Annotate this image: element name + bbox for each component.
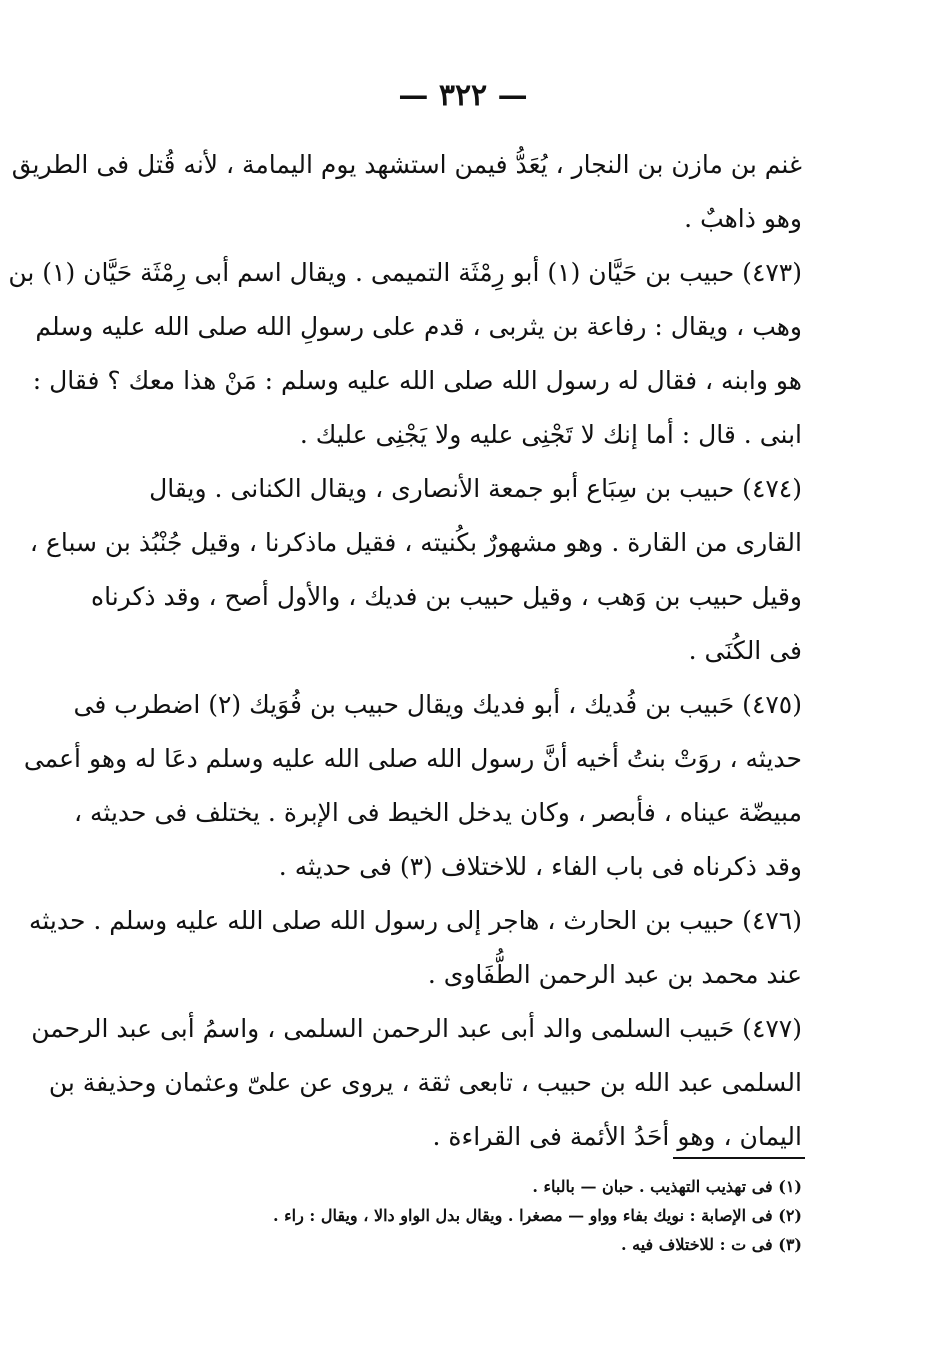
text-line: ابنى . قال : أما إنك لا تَجْنِى عليه ولا يَجْنِى عليك . xyxy=(299,420,802,449)
text-line: غنم بن مازن بن النجار ، يُعَدُّ فيمن استشهد يوم اليمامة ، لأنه قُتل فى الطريق xyxy=(11,150,802,179)
footnote-1: (١) فى تهذيب التهذيب . حبان — بالباء . xyxy=(532,1177,802,1196)
entry-477-line: (٤٧٧) حَبيب السلمى والد أبى عبد الرحمن السلمى ، واسمُ أبى عبد الرحمن xyxy=(31,1014,802,1043)
text-line: اليمان ، وهو أحَدُ الأئمة فى القراءة . xyxy=(432,1122,802,1151)
text-line: السلمى عبد الله بن حبيب ، تابعى ثقة ، يروى عن علىّ وعثمان وحذيفة بن xyxy=(48,1068,802,1097)
entry-476-line: (٤٧٦) حبيب بن الحارث ، هاجر إلى رسول الله صلى الله عليه وسلم . حديثه xyxy=(28,906,802,935)
text-line: وهو ذاهبٌ . xyxy=(684,204,802,233)
page-number: — ٣٢٢ — xyxy=(398,78,528,113)
text-line: مبيضّة عيناه ، فأبصر ، وكان يدخل الخيط فى الإبرة . يختلف فى حديثه ، xyxy=(74,798,802,827)
footnote-2: (٢) فى الإصابة : نويك بفاء وواو — مصغرا . ويقال بدل الواو دالا ، ويقال : راء . xyxy=(272,1206,802,1225)
footnotes xyxy=(150,1172,802,1259)
text-line: القارى من القارة . وهو مشهورٌ بكُنيته ، فقيل ماذكرنا ، وقيل جُنْبُذ بن سباع ، xyxy=(29,528,802,557)
text-line: حديثه ، روَتْ بنتُ أخيه أنَّ رسول الله صلى الله عليه وسلم دعَا له وهو أعمى xyxy=(23,744,802,773)
text-line: هو وابنه ، فقال له رسول الله صلى الله عليه وسلم : مَنْ هذا معك ؟ فقال : xyxy=(32,366,802,395)
text-line: عند محمد بن عبد الرحمن الطُّفَاوى . xyxy=(427,960,802,989)
entry-474-line: (٤٧٤) حبيب بن سِبَاع أبو جمعة الأنصارى ، ويقال الكنانى . ويقال xyxy=(149,474,802,503)
entry-475-line: (٤٧٥) حَبيب بن فُديك ، أبو فديك ويقال حبيب بن فُوَيك (٢) اضطرب فى xyxy=(73,690,802,719)
entry-473-line: (٤٧٣) حبيب بن حَيَّان (١) أبو رِمْثَة التميمى . ويقال اسم أبى رِمْثَة حَيَّان (١) بن xyxy=(8,258,802,287)
footnote-divider xyxy=(673,1157,805,1159)
footnote-3: (٣) فى ت : للاختلاف فيه . xyxy=(620,1235,802,1254)
text-line: فى الكُنَى . xyxy=(688,636,802,665)
page-body xyxy=(8,138,802,1164)
text-line: وقيل حبيب بن وَهب ، وقيل حبيب بن فديك ، والأول أصح ، وقد ذكرناه xyxy=(91,582,802,611)
text-line: وقد ذكرناه فى باب الفاء ، للاختلاف (٣) فى حديثه . xyxy=(278,852,802,881)
text-line: وهب ، ويقال : رفاعة بن يثربى ، قدم على رسولِ الله صلى الله عليه وسلم xyxy=(35,312,802,341)
